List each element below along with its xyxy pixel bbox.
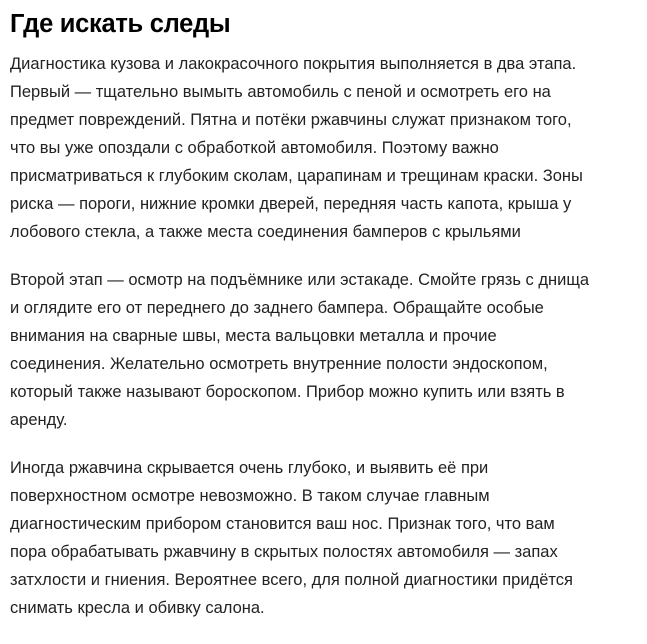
article-heading: Где искать следы <box>10 10 231 38</box>
article-paragraph-2: Второй этап — осмотр на подъёмнике или эстакаде. Смойте грязь с днища и оглядите его от переднего до заднего бампера. Обращайте особые внимания на сварные швы, места вальцовки металла и прочие соединения. Желательно осмотреть внутренние полости эндоскопом, который также называют бороскопом. Прибор можно купить или взять в аренду. <box>10 271 590 429</box>
article-paragraph-3: Иногда ржавчина скрывается очень глубоко, и выявить её при поверхностном осмотре невозможно. В таком случае главным диагностическим прибором становится ваш нос. Признак того, что вам пора обрабатывать ржавчину в скрытых полостях автомобиля — запах затхлости и гниения. Вероятнее всего, для полной диагностики придётся снимать кресла и обивку салона. <box>10 459 573 617</box>
article <box>10 6 622 622</box>
article-paragraph-1: Диагностика кузова и лакокрасочного покрытия выполняется в два этапа. Первый — тщательно вымыть автомобиль с пеной и осмотреть его на предмет повреждений. Пятна и потёки ржавчины служат признаком того, что вы уже опоздали с обработкой автомобиля. Поэтому важно присматриваться к глубоким сколам, царапинам и трещинам краски. Зоны риска — пороги, нижние кромки дверей, передняя часть капота, крыша у лобового стекла, а также места соединения бамперов с крыльями <box>10 55 583 241</box>
